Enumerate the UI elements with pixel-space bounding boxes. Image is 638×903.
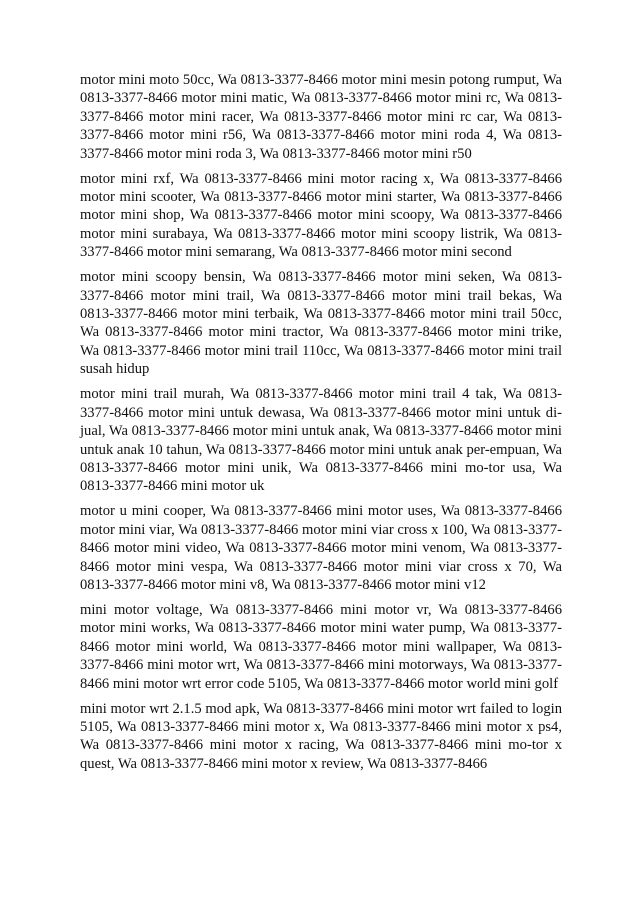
paragraph-3: motor mini scoopy bensin, Wa 0813-3377-8466 motor mini seken, Wa 0813-3377-8466 motor mini trail, Wa 0813-3377-8466 motor mini trail bekas, Wa 0813-3377-8466 motor mini terbaik, Wa 0813-3377-8466 motor mini trail 50cc, Wa 0813-3377-8466 motor mini tractor, Wa 0813-3377-8466 motor mini trike, Wa 0813-3377-8466 motor mini trail 110cc, Wa 0813-3377-8466 motor mini trail susah hidup <box>80 269 562 378</box>
paragraph-5: motor u mini cooper, Wa 0813-3377-8466 mini motor uses, Wa 0813-3377-8466 motor mini viar, Wa 0813-3377-8466 motor mini viar cross x 100, Wa 0813-3377-8466 motor mini video, Wa 0813-3377-8466 motor mini venom, Wa 0813-3377-8466 motor mini vespa, Wa 0813-3377-8466 motor mini viar cross x 70, Wa 0813-3377-8466 motor mini v8, Wa 0813-3377-8466 motor mini v12 <box>80 503 562 593</box>
document-page <box>80 71 562 780</box>
paragraph-7: mini motor wrt 2.1.5 mod apk, Wa 0813-3377-8466 mini motor wrt failed to login 5105, Wa 0813-3377-8466 mini motor x, Wa 0813-3377-8466 mini motor x ps4, Wa 0813-3377-8466 mini motor x racing, Wa 0813-3377-8466 mini mo-tor x quest, Wa 0813-3377-8466 mini motor x review, Wa 0813-3377-8466 <box>80 700 562 772</box>
paragraph-1: motor mini moto 50cc, Wa 0813-3377-8466 motor mini mesin potong rumput, Wa 0813-3377-8466 motor mini matic, Wa 0813-3377-8466 motor mini rc, Wa 0813-3377-8466 motor mini racer, Wa 0813-3377-8466 motor mini rc car, Wa 0813-3377-8466 motor mini r56, Wa 0813-3377-8466 motor mini roda 4, Wa 0813-3377-8466 motor mini roda 3, Wa 0813-3377-8466 motor mini r50 <box>80 72 562 162</box>
paragraph-6: mini motor voltage, Wa 0813-3377-8466 mini motor vr, Wa 0813-3377-8466 motor mini works, Wa 0813-3377-8466 motor mini water pump, Wa 0813-3377-8466 motor mini world, Wa 0813-3377-8466 motor mini wallpaper, Wa 0813-3377-8466 mini motor wrt, Wa 0813-3377-8466 mini motorways, Wa 0813-3377-8466 mini motor wrt error code 5105, Wa 0813-3377-8466 motor world mini golf <box>80 601 562 692</box>
paragraph-2: motor mini rxf, Wa 0813-3377-8466 mini motor racing x, Wa 0813-3377-8466 motor mini scooter, Wa 0813-3377-8466 motor mini starter, Wa 0813-3377-8466 motor mini shop, Wa 0813-3377-8466 motor mini scoopy, Wa 0813-3377-8466 motor mini surabaya, Wa 0813-3377-8466 motor mini scoopy listrik, Wa 0813-3377-8466 motor mini semarang, Wa 0813-3377-8466 motor mini second <box>80 170 562 261</box>
paragraph-4: motor mini trail murah, Wa 0813-3377-8466 motor mini trail 4 tak, Wa 0813-3377-8466 motor mini untuk dewasa, Wa 0813-3377-8466 motor mini untuk di-jual, Wa 0813-3377-8466 motor mini untuk anak, Wa 0813-3377-8466 motor mini untuk anak 10 tahun, Wa 0813-3377-8466 motor mini untuk anak per-empuan, Wa 0813-3377-8466 motor mini unik, Wa 0813-3377-8466 mini mo-tor usa, Wa 0813-3377-8466 mini motor uk <box>80 386 562 495</box>
